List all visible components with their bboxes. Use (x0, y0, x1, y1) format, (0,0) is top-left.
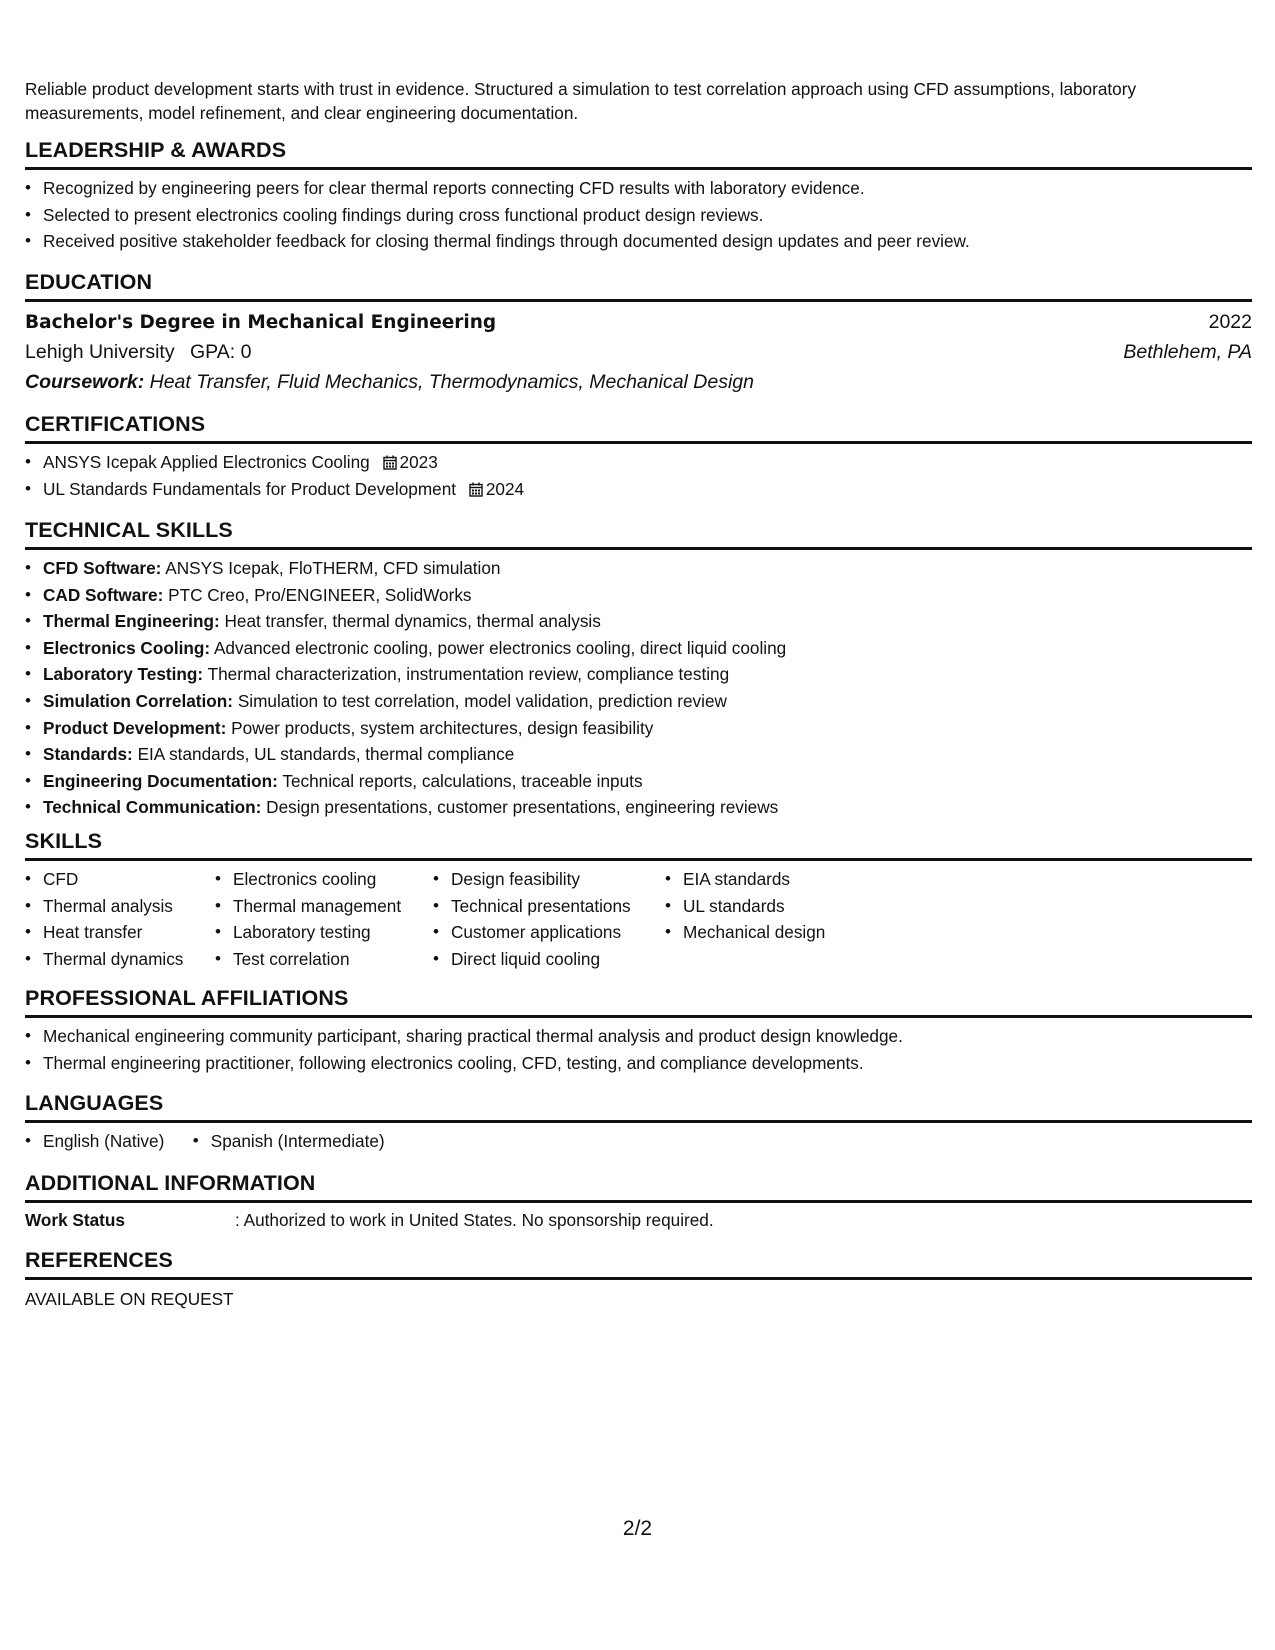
skill-category: Engineering Documentation: (43, 770, 278, 791)
list-item (25, 794, 1252, 821)
work-status-label: Work Status (25, 1210, 125, 1230)
list-item: • EIA standards (665, 866, 825, 893)
work-status-row (25, 1207, 1252, 1233)
list-item (25, 608, 1252, 635)
list-item: • Recognized by engineering peers for clear thermal reports connecting CFD results with laboratory evidence. (25, 175, 1252, 202)
technical-skills-list (25, 555, 1252, 821)
skill-category: Electronics Cooling: (43, 637, 211, 658)
section-heading: PROFESSIONAL AFFILIATIONS (25, 986, 349, 1010)
skill-category: Thermal Engineering: (43, 611, 220, 632)
list-item: • Mechanical design (665, 919, 825, 946)
skill-category: Technical Communication: (43, 797, 262, 818)
certifications-section (25, 411, 1252, 502)
skill-category: CFD Software: (43, 558, 162, 578)
section-divider (25, 1277, 1252, 1280)
list-item (25, 661, 1252, 688)
skill-values: EIA standards, UL standards, thermal compliance (137, 744, 515, 765)
languages-section (25, 1090, 1252, 1155)
leadership-section (25, 137, 1252, 255)
section-heading: ADDITIONAL INFORMATION (25, 1171, 316, 1195)
list-item: • Technical presentations (433, 893, 631, 920)
additional-info-section (25, 1170, 1252, 1233)
certification-name: ANSYS Icepak Applied Electronics Cooling (43, 452, 370, 472)
list-item: • Thermal engineering practitioner, following electronics cooling, CFD, testing, and compliance developments. (25, 1050, 1252, 1077)
list-item: • Spanish (Intermediate) (193, 1128, 385, 1155)
technical-skills-section (25, 517, 1252, 821)
section-heading: LEADERSHIP & AWARDS (25, 138, 287, 162)
calendar-icon (383, 455, 397, 470)
section-heading: TECHNICAL SKILLS (25, 518, 233, 542)
list-item (25, 768, 1252, 795)
section-divider (25, 1120, 1252, 1123)
list-item: • Received positive stakeholder feedback for closing thermal findings through documented design updates and peer review. (25, 228, 1252, 255)
list-item (25, 635, 1252, 662)
section-divider (25, 299, 1252, 302)
school-row (25, 337, 1252, 367)
skills-section (25, 828, 1252, 976)
skills-column (433, 866, 631, 972)
degree-title: Bachelor's Degree in Mechanical Engineering (25, 312, 497, 333)
summary-paragraph: Reliable product development starts with trust in evidence. Structured a simulation to test correlation approach using CFD assumptions, laboratory measurements, model refinement, and clear engineering documentation. (25, 79, 1137, 123)
list-item (25, 582, 1252, 609)
list-item: • Selected to present electronics cooling findings during cross functional product design reviews. (25, 202, 1252, 229)
list-item: • Thermal management (215, 893, 401, 920)
list-item: • Direct liquid cooling (433, 946, 631, 973)
list-item: • Heat transfer (25, 919, 183, 946)
list-item: • Laboratory testing (215, 919, 401, 946)
list-item (25, 715, 1252, 742)
references-text: AVAILABLE ON REQUEST (25, 1289, 234, 1309)
skill-category: Product Development: (43, 717, 227, 738)
section-divider (25, 858, 1252, 861)
skill-category: Laboratory Testing: (43, 664, 204, 685)
skill-values: Power products, system architectures, design feasibility (231, 717, 654, 738)
list-item: • Electronics cooling (215, 866, 401, 893)
skill-values: Simulation to test correlation, model validation, prediction review (237, 690, 727, 711)
graduation-year: 2022 (1208, 311, 1252, 333)
list-item: • Mechanical engineering community participant, sharing practical thermal analysis and product design knowledge. (25, 1023, 1252, 1050)
coursework-row (25, 367, 1252, 397)
list-item: • Design feasibility (433, 866, 631, 893)
certification-name: UL Standards Fundamentals for Product Development (43, 478, 457, 499)
section-divider (25, 167, 1252, 170)
skill-values: Design presentations, customer presentations, engineering reviews (266, 797, 779, 818)
school-location: Bethlehem, PA (1123, 341, 1252, 363)
affiliations-list (25, 1023, 1252, 1076)
section-heading: LANGUAGES (25, 1091, 164, 1115)
list-item (25, 476, 1252, 503)
section-divider (25, 441, 1252, 444)
list-item (25, 449, 1252, 476)
skill-values: PTC Creo, Pro/ENGINEER, SolidWorks (168, 584, 472, 605)
section-heading: CERTIFICATIONS (25, 412, 206, 436)
affiliations-section (25, 985, 1252, 1076)
skill-values: Thermal characterization, instrumentation review, compliance testing (207, 664, 730, 685)
section-divider (25, 1200, 1252, 1203)
certification-year: 2023 (399, 452, 438, 472)
references-section (25, 1247, 1252, 1312)
list-item: • UL standards (665, 893, 825, 920)
skills-columns (25, 866, 1252, 976)
skills-column (25, 866, 183, 972)
education-section (25, 269, 1252, 397)
section-divider (25, 547, 1252, 550)
list-item (25, 555, 1252, 582)
section-heading: EDUCATION (25, 270, 153, 294)
list-item: • Thermal dynamics (25, 946, 183, 973)
list-item: • Thermal analysis (25, 893, 183, 920)
skill-category: CAD Software: (43, 584, 164, 605)
skill-values: Technical reports, calculations, traceable inputs (282, 770, 643, 791)
skill-category: Standards: (43, 744, 133, 765)
languages-list (25, 1128, 1252, 1155)
certifications-list (25, 449, 1252, 502)
school-name: Lehigh University (25, 341, 175, 363)
list-item: • English (Native) (25, 1128, 164, 1155)
coursework-label: Coursework: (25, 371, 145, 393)
list-item: • Test correlation (215, 946, 401, 973)
skill-values: Advanced electronic cooling, power electronics cooling, direct liquid cooling (213, 637, 787, 658)
list-item: • Customer applications (433, 919, 631, 946)
skill-values: Heat transfer, thermal dynamics, thermal analysis (224, 611, 601, 632)
leadership-list (25, 175, 1252, 255)
skill-category: Simulation Correlation: (43, 690, 234, 711)
section-heading: SKILLS (25, 829, 103, 853)
calendar-icon (469, 482, 483, 497)
gpa: GPA: 0 (190, 341, 252, 363)
page-number: 2/2 (622, 1517, 653, 1540)
degree-row (25, 307, 1252, 337)
skills-column (665, 866, 825, 946)
section-divider (25, 1015, 1252, 1018)
section-heading: REFERENCES (25, 1248, 173, 1272)
list-item (25, 741, 1252, 768)
skills-column (215, 866, 401, 972)
list-item (25, 688, 1252, 715)
coursework-list: Heat Transfer, Fluid Mechanics, Thermodynamics, Mechanical Design (149, 371, 755, 393)
work-status-value: : Authorized to work in United States. No sponsorship required. (235, 1210, 714, 1230)
skill-values: ANSYS Icepak, FloTHERM, CFD simulation (165, 558, 501, 578)
certification-year: 2024 (485, 478, 525, 499)
list-item: • CFD (25, 866, 183, 893)
